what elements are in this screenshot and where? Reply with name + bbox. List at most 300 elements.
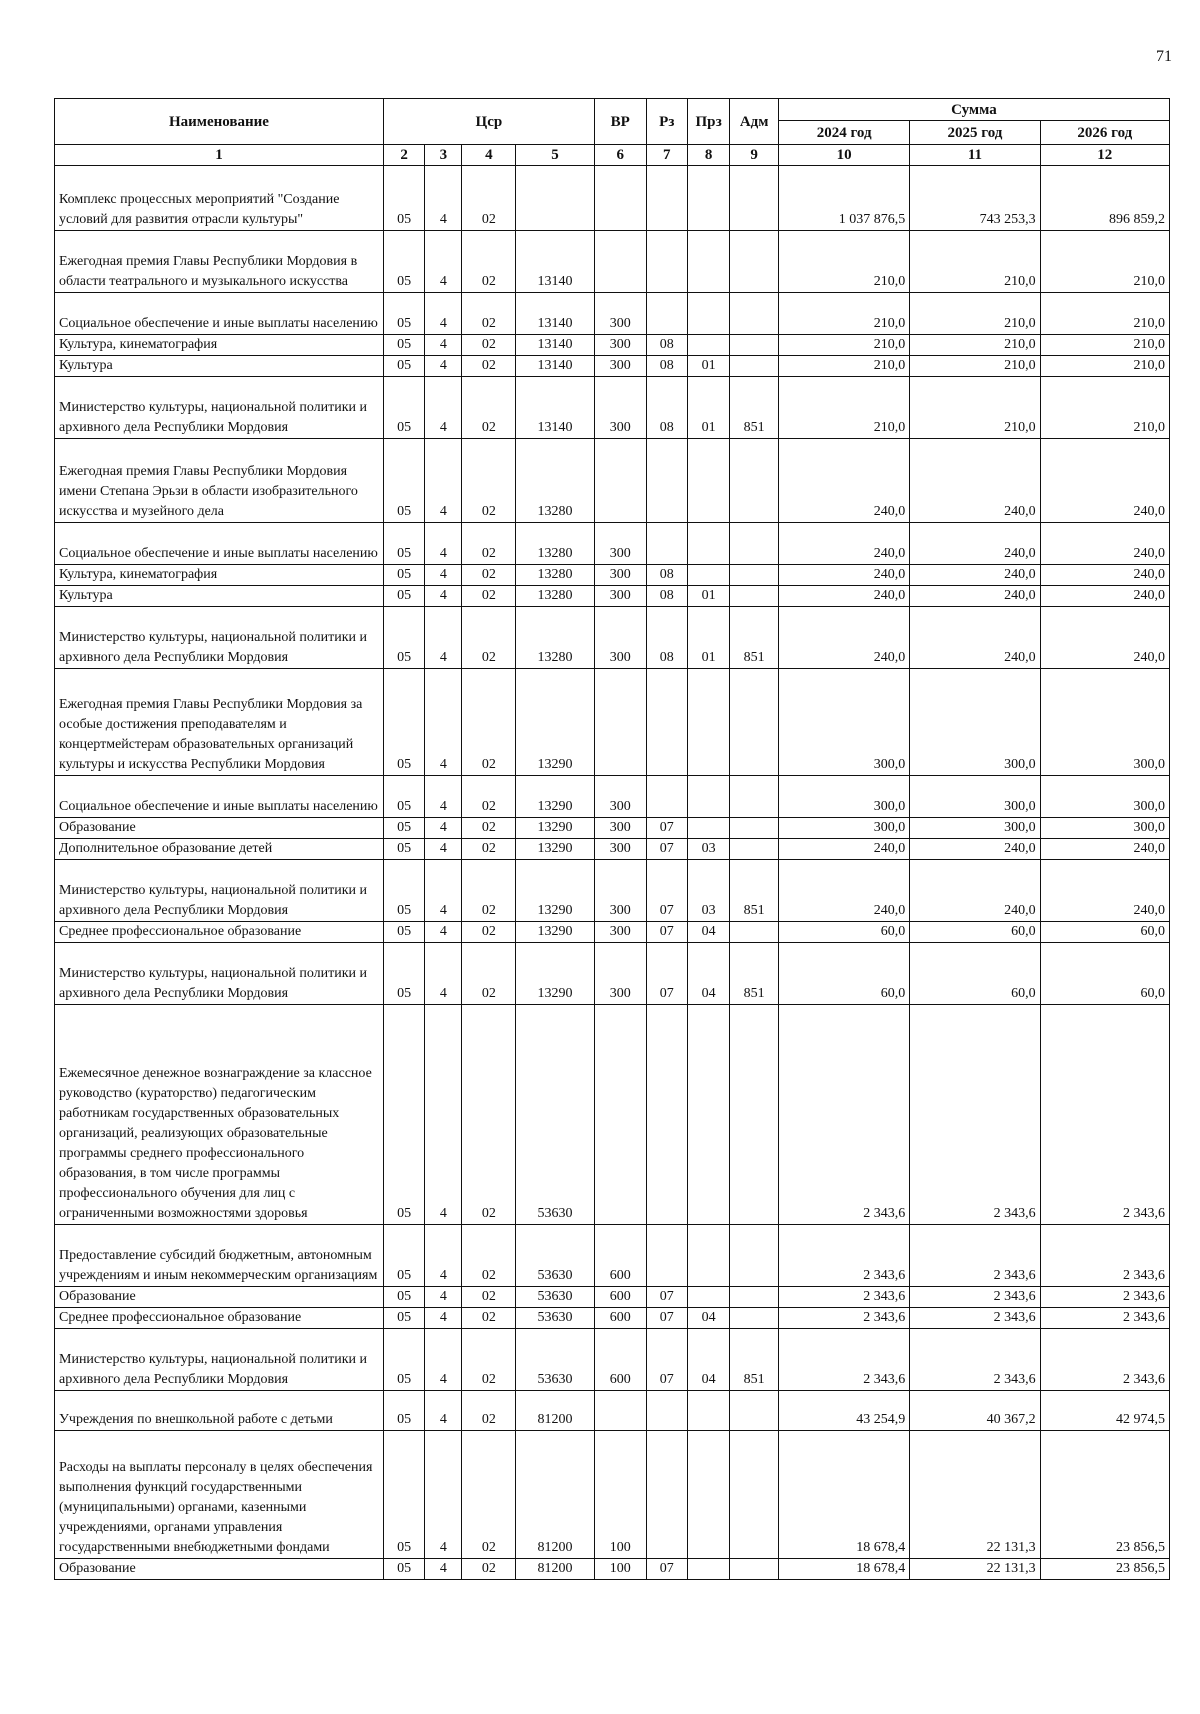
vr-code [594,1005,646,1225]
sum-2024: 2 343,6 [778,1005,909,1225]
vr-code: 300 [594,776,646,818]
table-row [55,943,1170,1005]
sum-2026: 42 974,5 [1040,1391,1169,1431]
subprogram-code: 4 [425,1329,462,1391]
complex-code: 02 [462,335,516,356]
sum-2024: 60,0 [778,943,909,1005]
vr-code: 300 [594,839,646,860]
table-row [55,356,1170,377]
prz-code [687,1225,729,1287]
col-number: 8 [687,145,729,166]
prz-code: 03 [687,839,729,860]
table-row [55,776,1170,818]
sum-2026: 23 856,5 [1040,1559,1169,1580]
sum-2026: 60,0 [1040,943,1169,1005]
adm-code [730,356,779,377]
adm-code [730,565,779,586]
complex-code: 02 [462,166,516,231]
sum-2024: 240,0 [778,860,909,922]
sum-2026: 896 859,2 [1040,166,1169,231]
program-code: 05 [383,1391,424,1431]
complex-code: 02 [462,607,516,669]
direction-code: 13290 [516,860,595,922]
prz-code: 04 [687,922,729,943]
prz-code: 04 [687,1329,729,1391]
subprogram-code: 4 [425,377,462,439]
program-code: 05 [383,943,424,1005]
sum-2025: 60,0 [910,922,1040,943]
sum-2024: 210,0 [778,335,909,356]
header-year-2024: 2024 год [778,121,909,145]
program-code: 05 [383,293,424,335]
sum-2025: 210,0 [910,377,1040,439]
sum-2024: 240,0 [778,523,909,565]
vr-code: 100 [594,1431,646,1559]
sum-2025: 2 343,6 [910,1225,1040,1287]
sum-2025: 210,0 [910,231,1040,293]
program-code: 05 [383,356,424,377]
sum-2024: 210,0 [778,293,909,335]
adm-code [730,818,779,839]
direction-code: 13280 [516,523,595,565]
rz-code: 08 [646,607,687,669]
table-row [55,818,1170,839]
adm-code [730,439,779,523]
rz-code [646,523,687,565]
table-row [55,586,1170,607]
sum-2026: 210,0 [1040,356,1169,377]
rz-code [646,1225,687,1287]
adm-code [730,1225,779,1287]
direction-code: 13290 [516,818,595,839]
sum-2025: 240,0 [910,860,1040,922]
prz-code [687,293,729,335]
rz-code: 07 [646,839,687,860]
sum-2026: 210,0 [1040,377,1169,439]
complex-code: 02 [462,776,516,818]
vr-code: 100 [594,1559,646,1580]
rz-code: 08 [646,356,687,377]
col-number: 7 [646,145,687,166]
table-row [55,607,1170,669]
complex-code: 02 [462,1431,516,1559]
prz-code: 01 [687,356,729,377]
sum-2025: 2 343,6 [910,1287,1040,1308]
header-year-2025: 2025 год [910,121,1040,145]
sum-2024: 18 678,4 [778,1431,909,1559]
row-name: Культура [55,586,384,607]
complex-code: 02 [462,1287,516,1308]
row-name: Среднее профессиональное образование [55,922,384,943]
col-number: 3 [425,145,462,166]
table-row [55,1431,1170,1559]
direction-code: 13290 [516,669,595,776]
sum-2025: 300,0 [910,818,1040,839]
table-row [55,922,1170,943]
vr-code: 600 [594,1329,646,1391]
prz-code [687,231,729,293]
rz-code: 07 [646,943,687,1005]
sum-2026: 60,0 [1040,922,1169,943]
rz-code [646,776,687,818]
direction-code: 81200 [516,1559,595,1580]
subprogram-code: 4 [425,439,462,523]
rz-code [646,231,687,293]
prz-code: 01 [687,586,729,607]
table-row [55,1308,1170,1329]
sum-2024: 240,0 [778,439,909,523]
row-name: Комплекс процессных мероприятий "Создание условий для развития отрасли культуры" [55,166,384,231]
adm-code [730,293,779,335]
prz-code: 03 [687,860,729,922]
program-code: 05 [383,839,424,860]
rz-code: 08 [646,335,687,356]
header-year-2026: 2026 год [1040,121,1169,145]
sum-2026: 240,0 [1040,860,1169,922]
rz-code: 07 [646,1329,687,1391]
table-row [55,166,1170,231]
adm-code: 851 [730,377,779,439]
direction-code: 13140 [516,335,595,356]
sum-2024: 2 343,6 [778,1308,909,1329]
sum-2026: 240,0 [1040,565,1169,586]
table-row [55,439,1170,523]
sum-2024: 2 343,6 [778,1329,909,1391]
prz-code [687,669,729,776]
rz-code [646,1431,687,1559]
rz-code [646,439,687,523]
row-name: Культура, кинематография [55,335,384,356]
table-row [55,293,1170,335]
complex-code: 02 [462,943,516,1005]
direction-code: 13280 [516,586,595,607]
subprogram-code: 4 [425,1559,462,1580]
rz-code: 07 [646,818,687,839]
row-name: Ежемесячное денежное вознаграждение за классное руководство (кураторство) педагогическим работникам государственных образовательных организаций, реализующих образовательные программы среднего профессионального образования, в том числе программы профессионального обучения для лиц с ограниченными возможностями здоровья [55,1005,384,1225]
direction-code: 81200 [516,1431,595,1559]
vr-code: 300 [594,922,646,943]
vr-code: 300 [594,293,646,335]
subprogram-code: 4 [425,1287,462,1308]
program-code: 05 [383,1225,424,1287]
direction-code: 13280 [516,607,595,669]
prz-code [687,1431,729,1559]
subprogram-code: 4 [425,922,462,943]
sum-2026: 240,0 [1040,839,1169,860]
row-name: Расходы на выплаты персоналу в целях обеспечения выполнения функций государственными (муниципальными) органами, казенными учреждениями, органами управления государственными внебюджетными фондами [55,1431,384,1559]
sum-2025: 22 131,3 [910,1559,1040,1580]
complex-code: 02 [462,818,516,839]
vr-code: 300 [594,943,646,1005]
prz-code [687,1287,729,1308]
rz-code: 07 [646,1559,687,1580]
sum-2024: 240,0 [778,565,909,586]
direction-code: 53630 [516,1329,595,1391]
sum-2026: 240,0 [1040,523,1169,565]
sum-2025: 300,0 [910,669,1040,776]
prz-code [687,439,729,523]
vr-code: 300 [594,523,646,565]
table-row [55,1005,1170,1225]
complex-code: 02 [462,586,516,607]
subprogram-code: 4 [425,335,462,356]
row-name: Среднее профессиональное образование [55,1308,384,1329]
table-row [55,1225,1170,1287]
program-code: 05 [383,586,424,607]
sum-2025: 240,0 [910,523,1040,565]
vr-code: 300 [594,860,646,922]
row-name: Министерство культуры, национальной политики и архивного дела Республики Мордовия [55,943,384,1005]
direction-code: 13290 [516,839,595,860]
sum-2026: 23 856,5 [1040,1431,1169,1559]
row-name: Образование [55,1287,384,1308]
header-sum: Сумма [778,99,1169,121]
sum-2025: 210,0 [910,356,1040,377]
sum-2025: 60,0 [910,943,1040,1005]
complex-code: 02 [462,860,516,922]
program-code: 05 [383,1005,424,1225]
prz-code [687,818,729,839]
header-adm: Адм [730,99,779,145]
sum-2025: 40 367,2 [910,1391,1040,1431]
vr-code [594,166,646,231]
header-rz: Рз [646,99,687,145]
row-name: Дополнительное образование детей [55,839,384,860]
table-row [55,377,1170,439]
rz-code: 08 [646,565,687,586]
vr-code: 300 [594,335,646,356]
sum-2026: 240,0 [1040,439,1169,523]
sum-2026: 210,0 [1040,231,1169,293]
sum-2026: 2 343,6 [1040,1225,1169,1287]
adm-code [730,523,779,565]
sum-2025: 240,0 [910,565,1040,586]
complex-code: 02 [462,1225,516,1287]
sum-2026: 300,0 [1040,818,1169,839]
table-row [55,523,1170,565]
prz-code: 01 [687,607,729,669]
complex-code: 02 [462,293,516,335]
col-number: 1 [55,145,384,166]
row-name: Социальное обеспечение и иные выплаты населению [55,293,384,335]
vr-code [594,669,646,776]
subprogram-code: 4 [425,607,462,669]
subprogram-code: 4 [425,1391,462,1431]
col-number: 6 [594,145,646,166]
sum-2026: 210,0 [1040,293,1169,335]
column-number-row [55,145,1170,166]
sum-2024: 210,0 [778,377,909,439]
sum-2025: 2 343,6 [910,1308,1040,1329]
rz-code: 08 [646,586,687,607]
program-code: 05 [383,776,424,818]
direction-code: 13290 [516,776,595,818]
sum-2024: 300,0 [778,669,909,776]
adm-code [730,1005,779,1225]
direction-code: 13140 [516,231,595,293]
adm-code [730,776,779,818]
sum-2026: 240,0 [1040,607,1169,669]
complex-code: 02 [462,1559,516,1580]
vr-code [594,1391,646,1431]
subprogram-code: 4 [425,818,462,839]
subprogram-code: 4 [425,839,462,860]
sum-2026: 2 343,6 [1040,1005,1169,1225]
direction-code: 13280 [516,439,595,523]
adm-code [730,166,779,231]
vr-code: 600 [594,1225,646,1287]
prz-code [687,1559,729,1580]
subprogram-code: 4 [425,1431,462,1559]
sum-2026: 240,0 [1040,586,1169,607]
table-row [55,335,1170,356]
sum-2024: 240,0 [778,607,909,669]
complex-code: 02 [462,1005,516,1225]
program-code: 05 [383,231,424,293]
rz-code [646,1005,687,1225]
prz-code: 04 [687,943,729,1005]
row-name: Предоставление субсидий бюджетным, автономным учреждениям и иным некоммерческим организациям [55,1225,384,1287]
row-name: Культура [55,356,384,377]
subprogram-code: 4 [425,565,462,586]
sum-2024: 300,0 [778,818,909,839]
direction-code: 13280 [516,565,595,586]
complex-code: 02 [462,1391,516,1431]
col-number: 9 [730,145,779,166]
adm-code [730,1391,779,1431]
vr-code [594,439,646,523]
col-number: 5 [516,145,595,166]
row-name: Министерство культуры, национальной политики и архивного дела Республики Мордовия [55,860,384,922]
sum-2025: 240,0 [910,586,1040,607]
table-row [55,669,1170,776]
page-number: 71 [1156,48,1172,65]
vr-code: 600 [594,1308,646,1329]
program-code: 05 [383,1287,424,1308]
col-number: 4 [462,145,516,166]
sum-2025: 2 343,6 [910,1005,1040,1225]
vr-code [594,231,646,293]
complex-code: 02 [462,1329,516,1391]
complex-code: 02 [462,839,516,860]
sum-2024: 240,0 [778,839,909,860]
complex-code: 02 [462,439,516,523]
row-name: Министерство культуры, национальной политики и архивного дела Республики Мордовия [55,607,384,669]
table-row [55,1559,1170,1580]
col-number: 2 [383,145,424,166]
adm-code [730,1431,779,1559]
direction-code: 53630 [516,1287,595,1308]
row-name: Социальное обеспечение и иные выплаты населению [55,776,384,818]
header-prz: Прз [687,99,729,145]
subprogram-code: 4 [425,1308,462,1329]
adm-code [730,586,779,607]
col-number: 11 [910,145,1040,166]
sum-2024: 240,0 [778,586,909,607]
direction-code: 81200 [516,1391,595,1431]
sum-2025: 743 253,3 [910,166,1040,231]
vr-code: 300 [594,377,646,439]
table-row [55,1391,1170,1431]
program-code: 05 [383,669,424,776]
complex-code: 02 [462,1308,516,1329]
table-row [55,839,1170,860]
rz-code [646,669,687,776]
table-header [55,99,1170,166]
sum-2024: 1 037 876,5 [778,166,909,231]
adm-code [730,231,779,293]
direction-code: 53630 [516,1225,595,1287]
program-code: 05 [383,1308,424,1329]
adm-code [730,335,779,356]
complex-code: 02 [462,922,516,943]
adm-code [730,1287,779,1308]
sum-2026: 300,0 [1040,776,1169,818]
table-row [55,1329,1170,1391]
program-code: 05 [383,607,424,669]
table-row [55,1287,1170,1308]
program-code: 05 [383,523,424,565]
program-code: 05 [383,1559,424,1580]
vr-code: 300 [594,565,646,586]
vr-code: 300 [594,586,646,607]
sum-2024: 43 254,9 [778,1391,909,1431]
subprogram-code: 4 [425,586,462,607]
direction-code: 13140 [516,356,595,377]
sum-2025: 22 131,3 [910,1431,1040,1559]
sum-2024: 210,0 [778,356,909,377]
prz-code [687,776,729,818]
table-row [55,565,1170,586]
direction-code: 53630 [516,1005,595,1225]
program-code: 05 [383,335,424,356]
direction-code: 53630 [516,1308,595,1329]
adm-code [730,1308,779,1329]
sum-2025: 240,0 [910,839,1040,860]
prz-code [687,1005,729,1225]
vr-code: 300 [594,356,646,377]
budget-table [54,98,1170,1580]
program-code: 05 [383,818,424,839]
subprogram-code: 4 [425,1005,462,1225]
subprogram-code: 4 [425,943,462,1005]
program-code: 05 [383,860,424,922]
prz-code [687,1391,729,1431]
sum-2026: 210,0 [1040,335,1169,356]
prz-code: 01 [687,377,729,439]
row-name: Министерство культуры, национальной политики и архивного дела Республики Мордовия [55,1329,384,1391]
sum-2025: 210,0 [910,293,1040,335]
header-tsr: Цср [383,99,594,145]
direction-code: 13290 [516,922,595,943]
header-vr: ВР [594,99,646,145]
adm-code [730,839,779,860]
row-name: Министерство культуры, национальной политики и архивного дела Республики Мордовия [55,377,384,439]
subprogram-code: 4 [425,523,462,565]
prz-code: 04 [687,1308,729,1329]
subprogram-code: 4 [425,231,462,293]
complex-code: 02 [462,231,516,293]
col-number: 12 [1040,145,1169,166]
row-name: Образование [55,818,384,839]
row-name: Ежегодная премия Главы Республики Мордовия за особые достижения преподавателям и концертмейстерам образовательных организаций культуры и искусства Республики Мордовия [55,669,384,776]
sum-2024: 18 678,4 [778,1559,909,1580]
complex-code: 02 [462,523,516,565]
rz-code: 08 [646,377,687,439]
program-code: 05 [383,1329,424,1391]
subprogram-code: 4 [425,776,462,818]
complex-code: 02 [462,565,516,586]
